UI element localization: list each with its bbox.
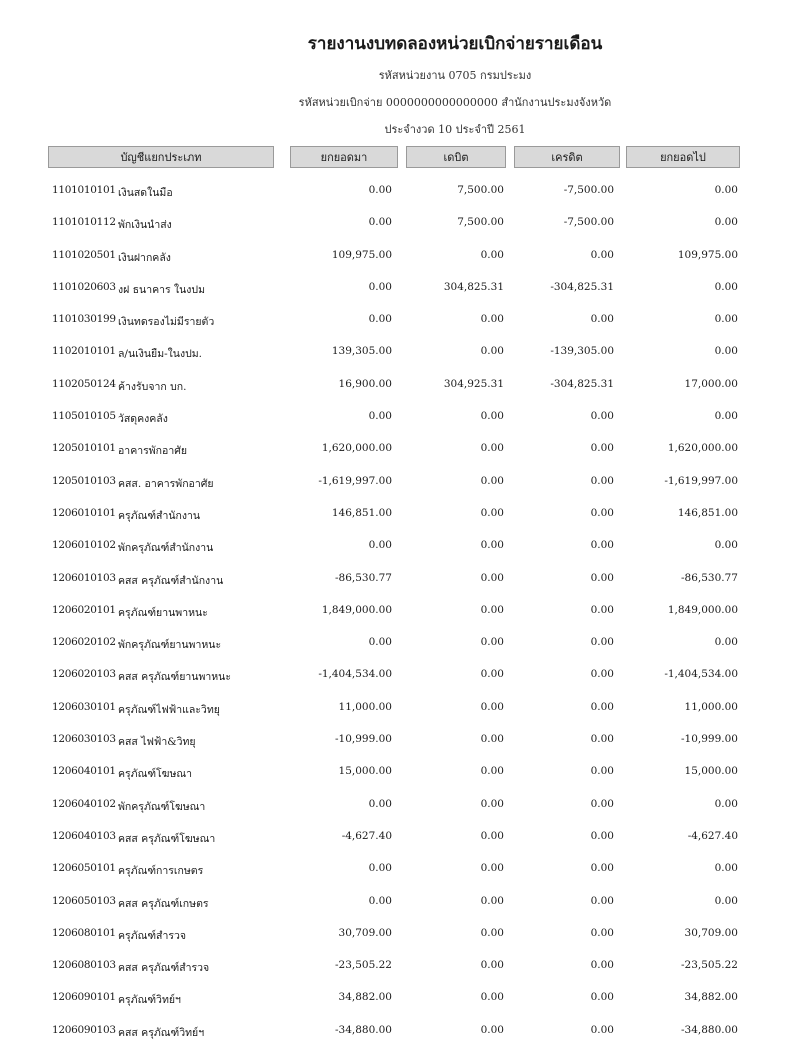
account-code: 1206030101 (52, 700, 116, 713)
debit-amount: 0.00 (480, 571, 504, 584)
closing-balance: 0.00 (714, 313, 738, 326)
debit-amount: 0.00 (480, 603, 504, 616)
report-unit-line: รหัสหน่วยงาน 0705 กรมประมง (378, 69, 532, 82)
debit-amount: 0.00 (480, 636, 504, 649)
closing-balance: 0.00 (714, 184, 738, 196)
closing-balance: 0.00 (714, 280, 738, 293)
debit-amount: 0.00 (480, 700, 504, 713)
credit-amount: 0.00 (590, 797, 614, 810)
account-name: ครุภัณฑ์ไฟฟ้าและวิทยุ (118, 703, 220, 716)
table-row (0, 1020, 800, 1052)
opening-balance: 0.00 (368, 636, 392, 649)
account-name: ครุภัณฑ์วิทย์ฯ (118, 994, 181, 1007)
table-row (0, 212, 800, 244)
opening-balance: -1,619,997.00 (318, 474, 392, 487)
table-row (0, 955, 800, 987)
credit-amount: 0.00 (590, 733, 614, 746)
closing-balance: -34,880.00 (681, 1023, 738, 1036)
account-code: 1102050124 (52, 377, 116, 390)
debit-amount: 0.00 (480, 862, 504, 875)
opening-balance: 139,305.00 (331, 345, 392, 358)
debit-amount: 0.00 (480, 442, 504, 455)
opening-balance: 1,620,000.00 (321, 442, 392, 455)
table-row (0, 568, 800, 600)
account-code: 1206050103 (52, 894, 116, 907)
opening-balance: 30,709.00 (338, 926, 392, 939)
opening-balance: 16,900.00 (338, 377, 392, 390)
account-name: คสส ไฟฟ้า&วิทยุ (118, 736, 196, 749)
debit-amount: 0.00 (480, 894, 504, 907)
credit-amount: 0.00 (590, 862, 614, 875)
column-header-credit: เครดิต (514, 146, 620, 168)
debit-amount: 0.00 (480, 506, 504, 519)
table-row (0, 826, 800, 858)
debit-amount: 0.00 (480, 248, 504, 261)
opening-balance: 15,000.00 (338, 765, 392, 778)
account-code: 1206020101 (52, 603, 116, 616)
debit-amount: 0.00 (480, 959, 504, 972)
credit-amount: -304,825.31 (550, 280, 614, 293)
closing-balance: 11,000.00 (684, 700, 738, 713)
credit-amount: 0.00 (590, 765, 614, 778)
debit-amount: 0.00 (480, 733, 504, 746)
opening-balance: 0.00 (368, 184, 392, 196)
credit-amount: 0.00 (590, 1023, 614, 1036)
debit-amount: 304,825.31 (443, 280, 504, 293)
account-code: 1206040102 (52, 797, 116, 810)
credit-amount: 0.00 (590, 442, 614, 455)
closing-balance: -1,619,997.00 (664, 474, 738, 487)
closing-balance: 1,849,000.00 (667, 603, 738, 616)
closing-balance: -10,999.00 (681, 733, 738, 746)
debit-amount: 0.00 (480, 668, 504, 681)
credit-amount: 0.00 (590, 894, 614, 907)
account-code: 1206080101 (52, 926, 116, 939)
report-title: รายงานงบทดลองหน่วยเบิกจ่ายรายเดือน (307, 34, 603, 54)
account-name: คสส ครุภัณฑ์เกษตร (118, 897, 209, 910)
account-name: คสส. อาคารพักอาศัย (118, 477, 214, 490)
account-code: 1101020603 (52, 280, 116, 293)
opening-balance: 0.00 (368, 539, 392, 552)
closing-balance: -86,530.77 (681, 571, 738, 584)
opening-balance: 0.00 (368, 216, 392, 229)
opening-balance: -1,404,534.00 (318, 668, 392, 681)
table-row (0, 341, 800, 373)
credit-amount: 0.00 (590, 571, 614, 584)
account-code: 1206040101 (52, 765, 116, 778)
account-code: 1206090101 (52, 991, 116, 1004)
opening-balance: -10,999.00 (335, 733, 392, 746)
opening-balance: -4,627.40 (341, 829, 392, 842)
debit-amount: 0.00 (480, 829, 504, 842)
account-name: ครุภัณฑ์โฆษณา (118, 768, 193, 781)
credit-amount: 0.00 (590, 248, 614, 261)
table-row (0, 987, 800, 1019)
account-code: 1101010101 (52, 184, 116, 196)
closing-balance: 34,882.00 (684, 991, 738, 1004)
account-code: 1102010101 (52, 345, 116, 358)
debit-amount: 0.00 (480, 539, 504, 552)
closing-balance: 15,000.00 (684, 765, 738, 778)
credit-amount: -139,305.00 (550, 345, 614, 358)
debit-amount: 0.00 (480, 410, 504, 423)
account-name: เงินฝากคลัง (118, 251, 171, 264)
table-row (0, 632, 800, 664)
debit-amount: 7,500.00 (457, 216, 504, 229)
credit-amount: 0.00 (590, 829, 614, 842)
table-row (0, 503, 800, 535)
account-code: 1206030103 (52, 733, 116, 746)
account-name: คสส ครุภัณฑ์ยานพาหนะ (118, 671, 232, 684)
opening-balance: -23,505.22 (335, 959, 392, 972)
closing-balance: -23,505.22 (681, 959, 738, 972)
credit-amount: 0.00 (590, 474, 614, 487)
table-row (0, 277, 800, 309)
account-name: คสส ครุภัณฑ์โฆษณา (118, 832, 216, 845)
closing-balance: 146,851.00 (677, 506, 738, 519)
credit-amount: 0.00 (590, 959, 614, 972)
credit-amount: 0.00 (590, 991, 614, 1004)
credit-amount: -7,500.00 (563, 216, 614, 229)
opening-balance: -86,530.77 (335, 571, 392, 584)
report-disburse-line: รหัสหน่วยเบิกจ่าย 0000000000000000 สำนักงานประมงจังหวัด (298, 96, 612, 109)
account-name: ครุภัณฑ์ยานพาหนะ (118, 606, 208, 619)
account-name: คสส ครุภัณฑ์สำนักงาน (118, 574, 224, 587)
account-name: เงินทดรองไม่มีรายตัว (118, 316, 215, 329)
column-header-closing: ยกยอดไป (626, 146, 740, 168)
debit-amount: 0.00 (480, 797, 504, 810)
table-row (0, 309, 800, 341)
account-code: 1105010105 (52, 410, 116, 423)
closing-balance: 0.00 (714, 410, 738, 423)
closing-balance: 1,620,000.00 (667, 442, 738, 455)
credit-amount: -304,825.31 (550, 377, 614, 390)
opening-balance: -34,880.00 (335, 1023, 392, 1036)
table-row (0, 180, 800, 212)
closing-balance: 109,975.00 (677, 248, 738, 261)
column-header-opening: ยกยอดมา (290, 146, 398, 168)
table-row (0, 729, 800, 761)
opening-balance: 0.00 (368, 797, 392, 810)
table-row (0, 374, 800, 406)
opening-balance: 11,000.00 (338, 700, 392, 713)
table-row (0, 891, 800, 923)
report-period-line: ประจำงวด 10 ประจำปี 2561 (384, 123, 526, 136)
table-row (0, 923, 800, 955)
credit-amount: 0.00 (590, 926, 614, 939)
account-code: 1205010101 (52, 442, 116, 455)
opening-balance: 146,851.00 (331, 506, 392, 519)
table-row (0, 697, 800, 729)
account-name: งฝ ธนาคาร ในงปม (118, 283, 206, 296)
account-code: 1206080103 (52, 959, 116, 972)
credit-amount: 0.00 (590, 539, 614, 552)
account-name: พักครุภัณฑ์โฆษณา (118, 800, 206, 813)
account-code: 1206010101 (52, 506, 116, 519)
account-name: พักครุภัณฑ์ยานพาหนะ (118, 639, 222, 652)
debit-amount: 0.00 (480, 991, 504, 1004)
debit-amount: 304,925.31 (443, 377, 504, 390)
table-row (0, 471, 800, 503)
account-name: เงินสดในมือ (118, 187, 173, 199)
opening-balance: 109,975.00 (331, 248, 392, 261)
debit-amount: 0.00 (480, 1023, 504, 1036)
table-row (0, 858, 800, 890)
account-code: 1206020103 (52, 668, 116, 681)
account-name: คสส ครุภัณฑ์สำรวจ (118, 962, 210, 975)
account-name: พักครุภัณฑ์สำนักงาน (118, 542, 214, 555)
closing-balance: 0.00 (714, 636, 738, 649)
account-name: พักเงินนำส่ง (118, 219, 172, 232)
debit-amount: 0.00 (480, 313, 504, 326)
closing-balance: -1,404,534.00 (664, 668, 738, 681)
table-row (0, 245, 800, 277)
opening-balance: 0.00 (368, 862, 392, 875)
credit-amount: 0.00 (590, 636, 614, 649)
table-row (0, 761, 800, 793)
credit-amount: 0.00 (590, 410, 614, 423)
account-code: 1101030199 (52, 313, 116, 326)
table-row (0, 438, 800, 470)
account-code: 1206010103 (52, 571, 116, 584)
debit-amount: 0.00 (480, 765, 504, 778)
account-name: คสส ครุภัณฑ์วิทย์ฯ (118, 1026, 205, 1039)
account-name: ค้างรับจาก บก. (118, 380, 187, 393)
credit-amount: 0.00 (590, 603, 614, 616)
account-name: วัสดุคงคลัง (118, 413, 168, 426)
account-code: 1206090103 (52, 1023, 116, 1036)
account-code: 1206040103 (52, 829, 116, 842)
closing-balance: 0.00 (714, 862, 738, 875)
debit-amount: 7,500.00 (457, 184, 504, 196)
debit-amount: 0.00 (480, 474, 504, 487)
closing-balance: 17,000.00 (684, 377, 738, 390)
closing-balance: 0.00 (714, 345, 738, 358)
account-name: ครุภัณฑ์การเกษตร (118, 865, 204, 878)
closing-balance: -4,627.40 (687, 829, 738, 842)
debit-amount: 0.00 (480, 926, 504, 939)
credit-amount: 0.00 (590, 313, 614, 326)
account-name: ครุภัณฑ์สำรวจ (118, 929, 187, 942)
account-table-body (0, 180, 800, 1052)
table-row (0, 406, 800, 438)
account-code: 1206010102 (52, 539, 116, 552)
opening-balance: 1,849,000.00 (321, 603, 392, 616)
opening-balance: 34,882.00 (338, 991, 392, 1004)
closing-balance: 0.00 (714, 539, 738, 552)
account-code: 1206020102 (52, 636, 116, 649)
debit-amount: 0.00 (480, 345, 504, 358)
table-row (0, 664, 800, 696)
closing-balance: 0.00 (714, 797, 738, 810)
closing-balance: 0.00 (714, 216, 738, 229)
opening-balance: 0.00 (368, 313, 392, 326)
column-header-debit: เดบิต (406, 146, 506, 168)
opening-balance: 0.00 (368, 410, 392, 423)
column-header-account: บัญชีแยกประเภท (48, 146, 274, 168)
table-row (0, 794, 800, 826)
account-code: 1101010112 (52, 216, 116, 229)
table-row (0, 535, 800, 567)
credit-amount: 0.00 (590, 700, 614, 713)
account-name: ครุภัณฑ์สำนักงาน (118, 509, 201, 522)
opening-balance: 0.00 (368, 894, 392, 907)
table-row (0, 600, 800, 632)
account-name: อาคารพักอาศัย (118, 445, 188, 458)
opening-balance: 0.00 (368, 280, 392, 293)
closing-balance: 0.00 (714, 894, 738, 907)
account-code: 1206050101 (52, 862, 116, 875)
credit-amount: 0.00 (590, 668, 614, 681)
account-code: 1101020501 (52, 248, 116, 261)
account-code: 1205010103 (52, 474, 116, 487)
closing-balance: 30,709.00 (684, 926, 738, 939)
credit-amount: 0.00 (590, 506, 614, 519)
credit-amount: -7,500.00 (563, 184, 614, 196)
account-name: ล/นเงินยืม-ในงปม. (118, 348, 203, 361)
